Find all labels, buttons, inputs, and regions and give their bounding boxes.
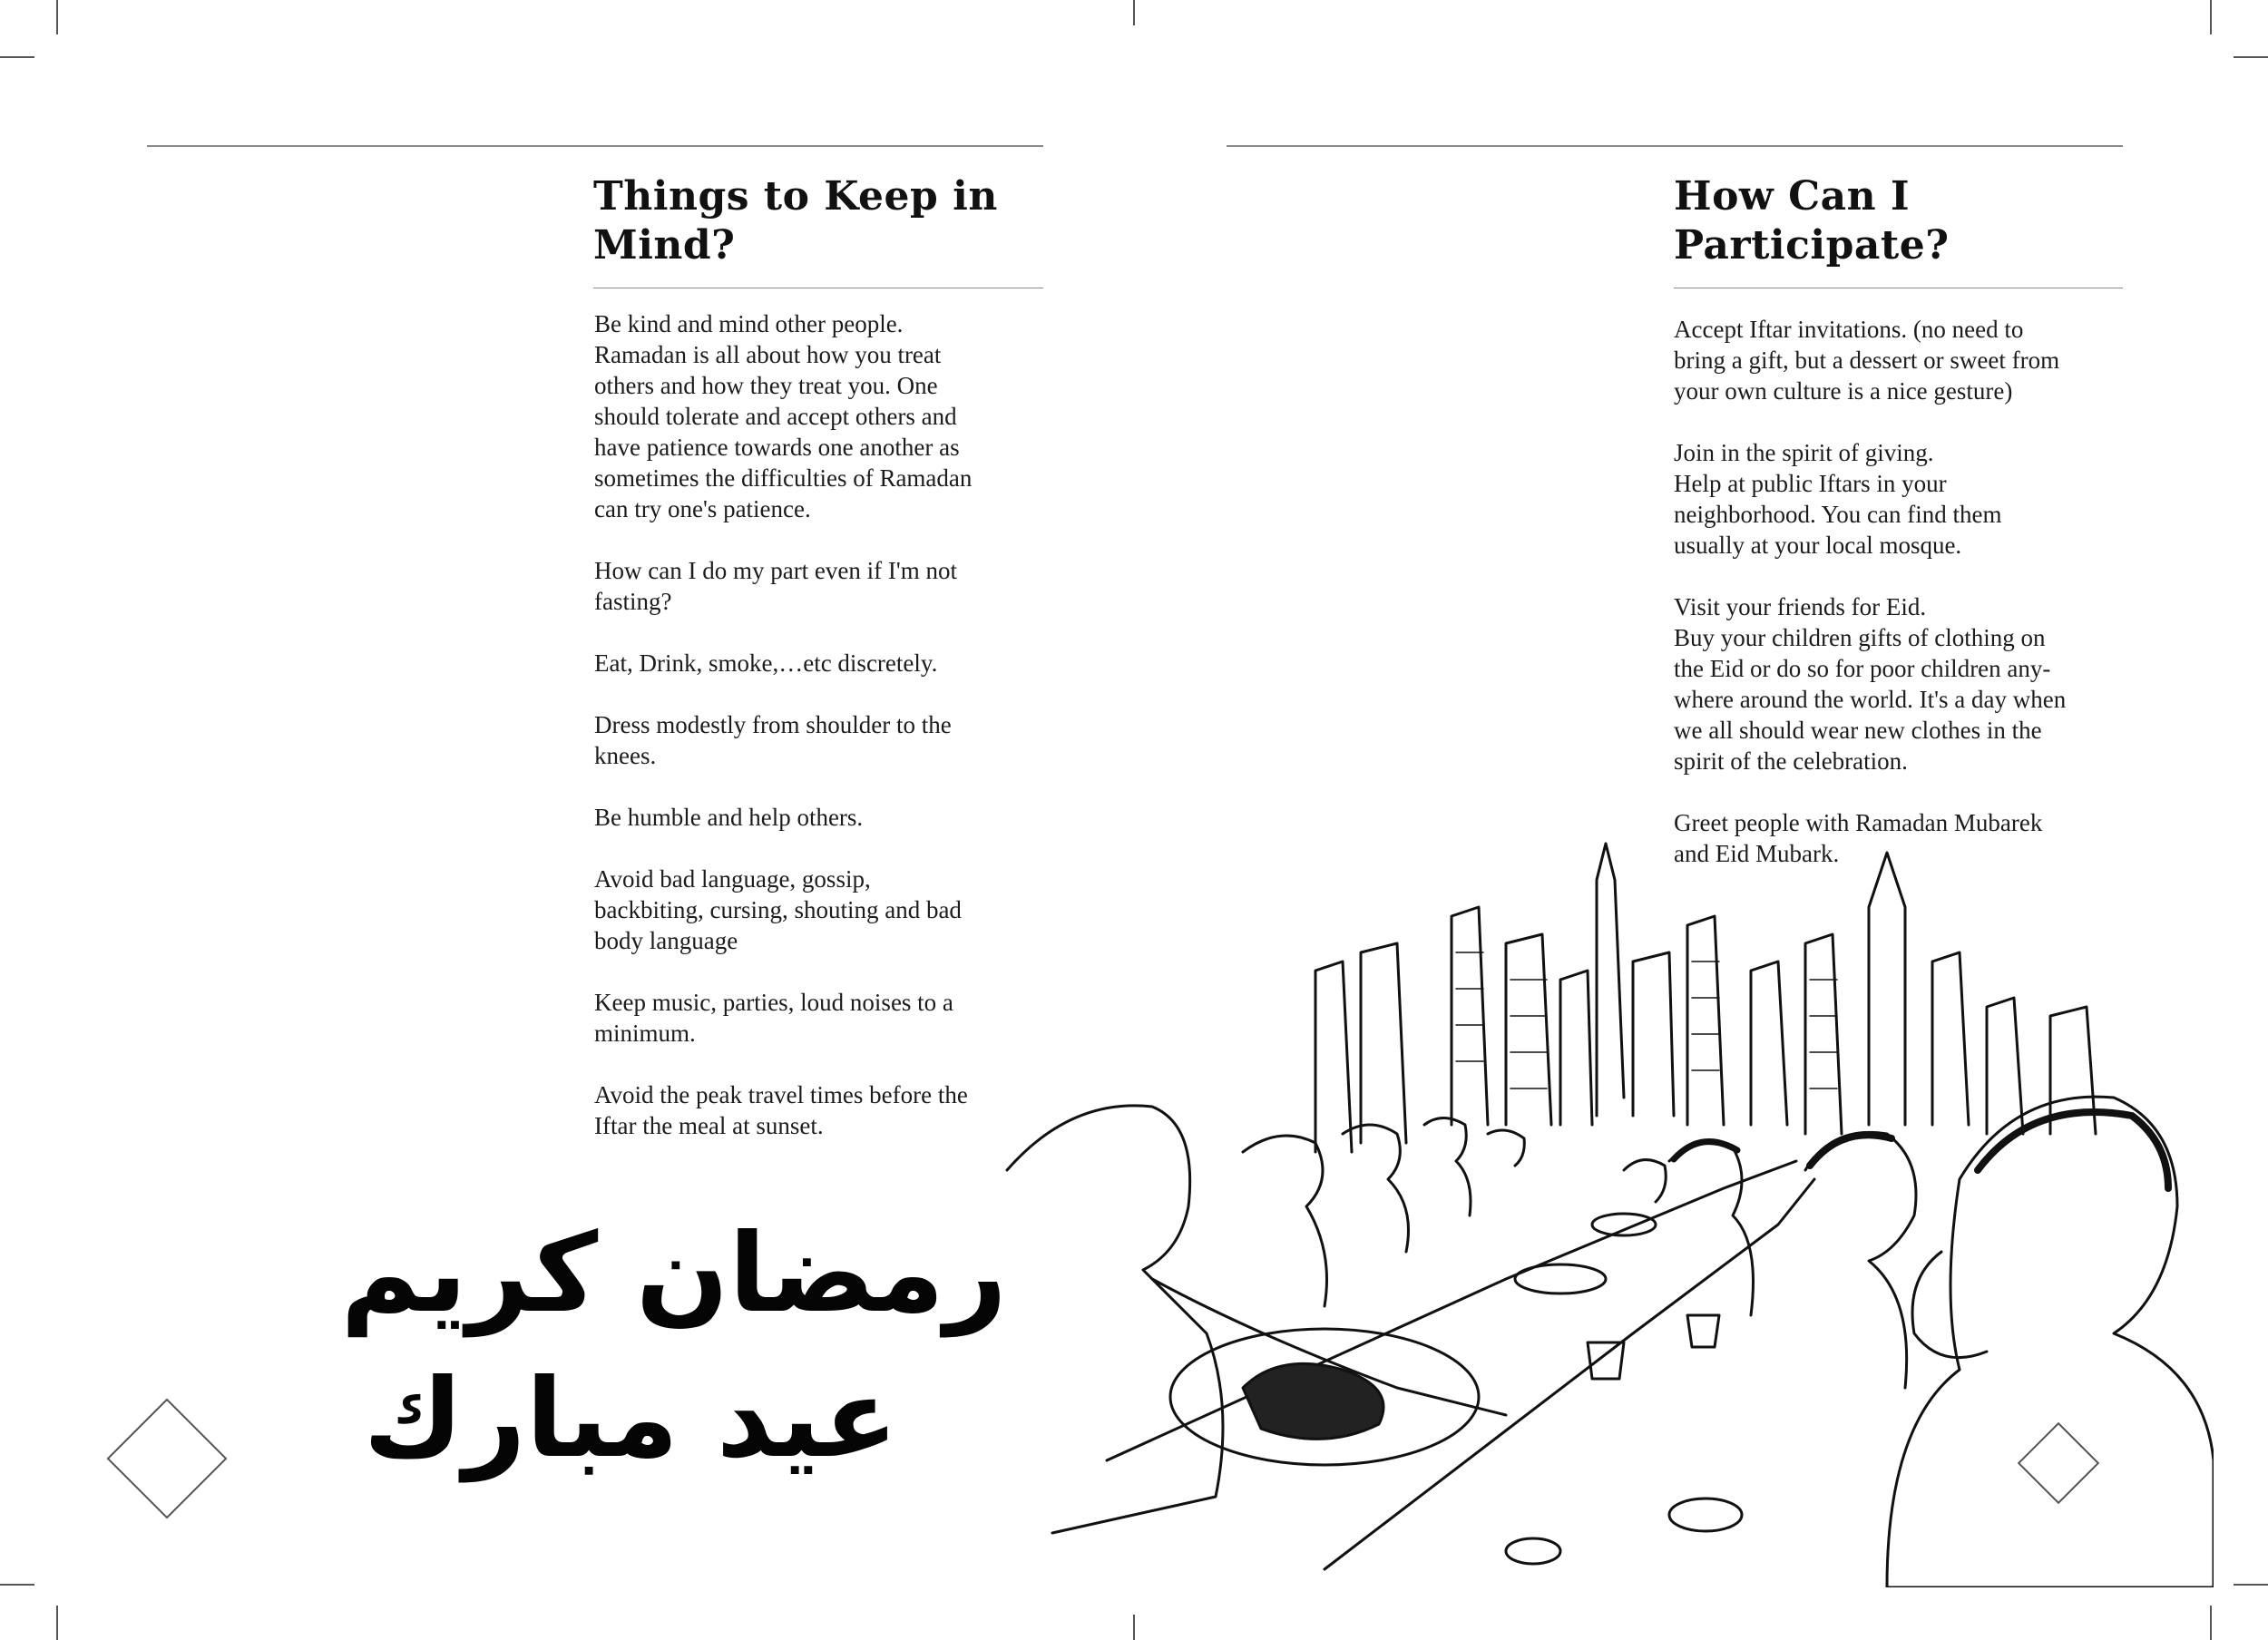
- left-page-top-rule: [147, 145, 1043, 147]
- skyline-tower-b: [1506, 934, 1551, 1125]
- skyline-spire: [1869, 853, 1905, 1125]
- crop-mark-bottom-right-v: [2210, 1606, 2212, 1640]
- left-paragraph: Eat, Drink, smoke,…etc discretely.: [594, 649, 938, 677]
- left-paragraph: Avoid the peak travel times before the Iftar the meal at sunset.: [594, 1081, 968, 1139]
- right-paragraph: Accept Iftar invitations. (no need to bring a gift, but a dessert or sweet from your own culture is a nice gesture): [1674, 316, 2060, 405]
- cup-2: [1687, 1315, 1719, 1347]
- crop-mark-top-left-v: [56, 0, 58, 34]
- crop-mark-bottom-left-h: [0, 1584, 34, 1586]
- left-paragraph: Be humble and help others.: [594, 804, 864, 831]
- bowl-near: [1669, 1498, 1742, 1531]
- skyline-tower-h: [1932, 952, 1969, 1125]
- skyline-tower-e: [1687, 916, 1724, 1125]
- skyline-tower-f: [1751, 962, 1787, 1125]
- long-table-edge-near: [1107, 1161, 1796, 1460]
- person-left-5: [1488, 1130, 1524, 1166]
- left-paragraph: Avoid bad language, gossip, backbiting, cursing, shouting and bad body language: [594, 865, 962, 954]
- plate-mid: [1515, 1264, 1606, 1293]
- person-left-4: [1424, 1118, 1471, 1216]
- left-paragraph: Keep music, parties, loud noises to a minimum.: [594, 989, 953, 1047]
- cup-1: [1588, 1342, 1624, 1379]
- skyline-tower-c: [1560, 971, 1592, 1125]
- crop-mark-bottom-right-h: [2234, 1584, 2268, 1586]
- right-paragraph: Visit your friends for Eid. Buy your children gifts of clothing on the Eid or do so for poor children any- where around the world. It's a day when we all should wear new clothes in the spirit of the celebration.: [1674, 593, 2067, 775]
- left-page-body: [594, 308, 1048, 1172]
- right-paragraph: Greet people with Ramadan Mubarek and Eid Mubark.: [1674, 809, 2043, 867]
- right-page-top-rule: [1227, 145, 2123, 147]
- right-page-body: [1674, 314, 2127, 900]
- left-page-heading: Things to Keep in Mind?: [593, 173, 998, 268]
- crop-mark-top-left-h: [0, 56, 34, 58]
- skyline-tower-k: [1315, 962, 1352, 1152]
- diamond-ornament-left: [107, 1399, 228, 1519]
- person-left-2: [1243, 1136, 1327, 1306]
- skyline-tower-i: [1987, 998, 2023, 1134]
- right-paragraph: Join in the spirit of giving. Help at public Iftars in your neighborhood. You can find them usually at your local mosque.: [1674, 439, 2002, 559]
- person-right-foreground-hair: [1978, 1112, 2168, 1188]
- crop-mark-top-center-v: [1133, 0, 1135, 25]
- left-paragraph: Be kind and mind other people. Ramadan is all about how you treat others and how they treat you. One should tolerate and accept others and have patience towards one another as sometimes the difficulties of Ramadan can try one's patience.: [594, 310, 973, 522]
- crop-mark-top-right-v: [2210, 0, 2212, 34]
- skyline-tower-d: [1633, 952, 1674, 1116]
- arabic-greeting-eid-mubarak: عيد مبارك: [363, 1356, 898, 1482]
- crop-mark-bottom-left-v: [56, 1606, 58, 1640]
- right-page-heading: How Can I Participate?: [1674, 173, 1950, 268]
- person-left-foreground: [1007, 1106, 1223, 1533]
- person-right-2-hair: [1810, 1135, 1892, 1166]
- person-right-2: [1805, 1132, 1916, 1388]
- person-right-4: [1624, 1160, 1666, 1202]
- skyline-tower-a: [1452, 907, 1488, 1125]
- person-right-3: [1669, 1143, 1754, 1315]
- skyline-tower-l: [1361, 943, 1406, 1143]
- bowl-near-2: [1506, 1538, 1560, 1564]
- plate-far: [1592, 1214, 1656, 1235]
- iftar-gathering-illustration: [998, 825, 2214, 1587]
- left-paragraph: How can I do my part even if I'm not fasting?: [594, 557, 958, 615]
- left-paragraph: Dress modestly from shoulder to the knees.: [594, 711, 952, 769]
- skyline-tower-tall: [1597, 844, 1624, 1116]
- crop-mark-top-right-h: [2234, 56, 2268, 58]
- arabic-greeting-ramadan-kareem: رمضان كريم: [340, 1211, 1007, 1337]
- skyline-tower-g: [1805, 934, 1842, 1134]
- crop-mark-bottom-center-v: [1133, 1615, 1135, 1640]
- person-right-3-hair: [1674, 1142, 1737, 1159]
